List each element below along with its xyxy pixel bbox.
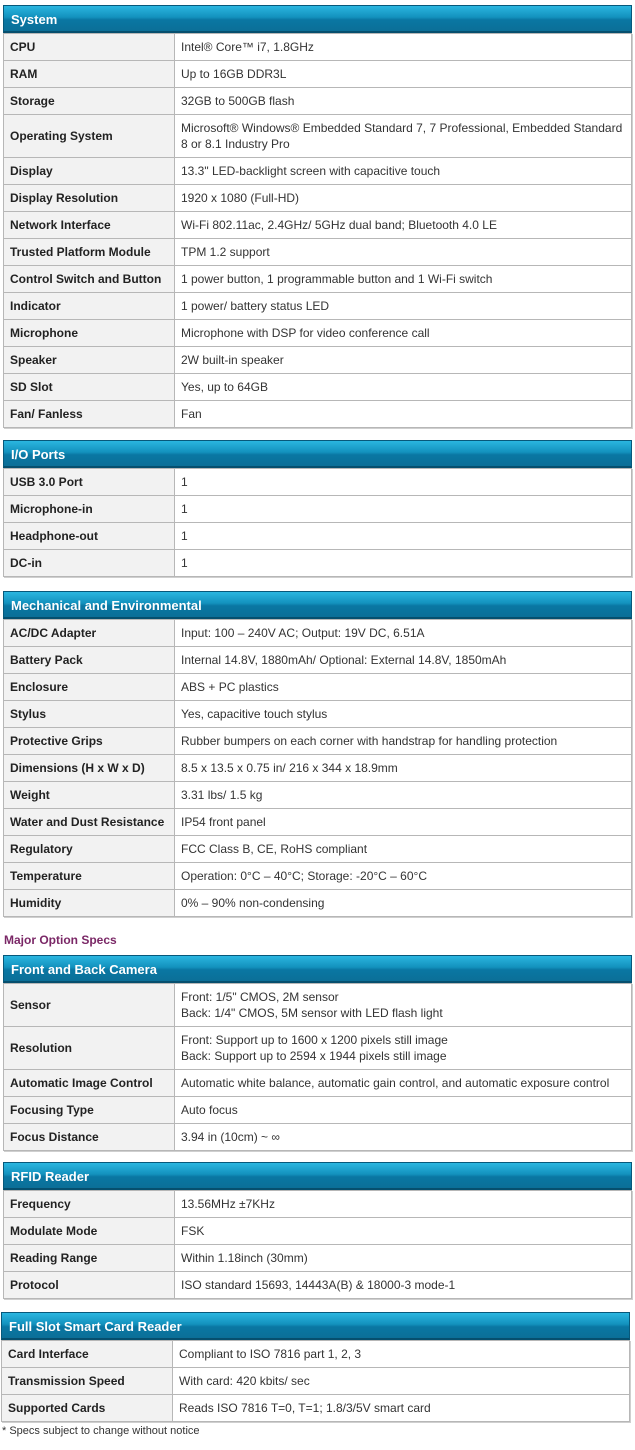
io-ports-table bbox=[3, 468, 632, 577]
spec-label: Frequency bbox=[4, 1191, 175, 1218]
spec-value: ISO standard 15693, 14443A(B) & 18000-3 mode-1 bbox=[175, 1272, 632, 1299]
table-row bbox=[4, 239, 632, 266]
spec-label: Automatic Image Control bbox=[4, 1070, 175, 1097]
spec-value: Within 1.18inch (30mm) bbox=[175, 1245, 632, 1272]
table-row bbox=[4, 115, 632, 158]
table-row bbox=[4, 1272, 632, 1299]
mechanical-section bbox=[3, 591, 632, 917]
spec-label: Transmission Speed bbox=[2, 1368, 173, 1395]
spec-value: 1 bbox=[175, 523, 632, 550]
spec-label: Sensor bbox=[4, 984, 175, 1027]
spec-value: 1 power/ battery status LED bbox=[175, 293, 632, 320]
spec-value: 1920 x 1080 (Full-HD) bbox=[175, 185, 632, 212]
table-row bbox=[2, 1368, 630, 1395]
table-row bbox=[4, 496, 632, 523]
spec-label: Regulatory bbox=[4, 836, 175, 863]
table-row bbox=[4, 620, 632, 647]
table-row bbox=[4, 61, 632, 88]
table-row bbox=[4, 1245, 632, 1272]
table-row bbox=[2, 1395, 630, 1422]
spec-label: Display bbox=[4, 158, 175, 185]
spec-value: FCC Class B, CE, RoHS compliant bbox=[175, 836, 632, 863]
spec-label: Headphone-out bbox=[4, 523, 175, 550]
table-row bbox=[4, 1191, 632, 1218]
spec-label: Modulate Mode bbox=[4, 1218, 175, 1245]
table-row bbox=[4, 469, 632, 496]
table-row bbox=[4, 984, 632, 1027]
spec-label: DC-in bbox=[4, 550, 175, 577]
table-row bbox=[4, 550, 632, 577]
rfid-header: RFID Reader bbox=[3, 1162, 632, 1190]
specs-footnote: * Specs subject to change without notice bbox=[2, 1425, 200, 1437]
table-row bbox=[4, 836, 632, 863]
spec-label: SD Slot bbox=[4, 374, 175, 401]
smartcard-header: Full Slot Smart Card Reader bbox=[1, 1312, 630, 1340]
spec-label: Stylus bbox=[4, 701, 175, 728]
spec-value: Internal 14.8V, 1880mAh/ Optional: External 14.8V, 1850mAh bbox=[175, 647, 632, 674]
table-row bbox=[4, 1097, 632, 1124]
table-row bbox=[4, 647, 632, 674]
spec-label: Temperature bbox=[4, 863, 175, 890]
spec-label: Control Switch and Button bbox=[4, 266, 175, 293]
table-row bbox=[4, 293, 632, 320]
system-header: System bbox=[3, 5, 632, 33]
mechanical-header: Mechanical and Environmental bbox=[3, 591, 632, 619]
spec-label: Microphone-in bbox=[4, 496, 175, 523]
table-row bbox=[4, 782, 632, 809]
spec-value: With card: 420 kbits/ sec bbox=[173, 1368, 630, 1395]
spec-label: Network Interface bbox=[4, 212, 175, 239]
rfid-table bbox=[3, 1190, 632, 1299]
camera-table bbox=[3, 983, 632, 1151]
table-row bbox=[4, 1218, 632, 1245]
spec-value: Fan bbox=[175, 401, 632, 428]
io-ports-header: I/O Ports bbox=[3, 440, 632, 468]
spec-label: Resolution bbox=[4, 1027, 175, 1070]
spec-label: Focusing Type bbox=[4, 1097, 175, 1124]
table-row bbox=[4, 374, 632, 401]
spec-label: RAM bbox=[4, 61, 175, 88]
table-row bbox=[4, 890, 632, 917]
spec-value: IP54 front panel bbox=[175, 809, 632, 836]
system-section bbox=[3, 5, 632, 428]
spec-label: AC/DC Adapter bbox=[4, 620, 175, 647]
table-row bbox=[4, 401, 632, 428]
spec-label: Reading Range bbox=[4, 1245, 175, 1272]
spec-label: Focus Distance bbox=[4, 1124, 175, 1151]
table-row bbox=[2, 1341, 630, 1368]
mechanical-table bbox=[3, 619, 632, 917]
spec-label: CPU bbox=[4, 34, 175, 61]
camera-header: Front and Back Camera bbox=[3, 955, 632, 983]
rfid-section bbox=[3, 1162, 632, 1299]
spec-label: Indicator bbox=[4, 293, 175, 320]
spec-label: Trusted Platform Module bbox=[4, 239, 175, 266]
spec-value: Microsoft® Windows® Embedded Standard 7, 7 Professional, Embedded Standard 8 or 8.1 Industry Pro bbox=[175, 115, 632, 158]
table-row bbox=[4, 34, 632, 61]
spec-value: Operation: 0°C – 40°C; Storage: -20°C – 60°C bbox=[175, 863, 632, 890]
spec-value: Reads ISO 7816 T=0, T=1; 1.8/3/5V smart card bbox=[173, 1395, 630, 1422]
spec-value: Up to 16GB DDR3L bbox=[175, 61, 632, 88]
spec-value: 0% – 90% non-condensing bbox=[175, 890, 632, 917]
table-row bbox=[4, 755, 632, 782]
spec-value: 1 power button, 1 programmable button and 1 Wi-Fi switch bbox=[175, 266, 632, 293]
spec-value: 8.5 x 13.5 x 0.75 in/ 216 x 344 x 18.9mm bbox=[175, 755, 632, 782]
spec-label: Protective Grips bbox=[4, 728, 175, 755]
table-row bbox=[4, 320, 632, 347]
spec-value: Wi-Fi 802.11ac, 2.4GHz/ 5GHz dual band; Bluetooth 4.0 LE bbox=[175, 212, 632, 239]
table-row bbox=[4, 1124, 632, 1151]
camera-section bbox=[3, 955, 632, 1151]
table-row bbox=[4, 347, 632, 374]
spec-value: Automatic white balance, automatic gain control, and automatic exposure control bbox=[175, 1070, 632, 1097]
table-row bbox=[4, 863, 632, 890]
spec-value: 1 bbox=[175, 469, 632, 496]
spec-label: Storage bbox=[4, 88, 175, 115]
spec-label: Supported Cards bbox=[2, 1395, 173, 1422]
spec-label: Fan/ Fanless bbox=[4, 401, 175, 428]
spec-value: 13.3" LED-backlight screen with capacitive touch bbox=[175, 158, 632, 185]
spec-label: Display Resolution bbox=[4, 185, 175, 212]
system-table bbox=[3, 33, 632, 428]
table-row bbox=[4, 1027, 632, 1070]
table-row bbox=[4, 1070, 632, 1097]
table-row bbox=[4, 266, 632, 293]
table-row bbox=[4, 674, 632, 701]
spec-value-line: Front: Support up to 1600 x 1200 pixels still image bbox=[181, 1033, 448, 1047]
spec-value: 3.31 lbs/ 1.5 kg bbox=[175, 782, 632, 809]
spec-label: Water and Dust Resistance bbox=[4, 809, 175, 836]
spec-value-line: Back: Support up to 2594 x 1944 pixels still image bbox=[181, 1049, 447, 1063]
table-row bbox=[4, 185, 632, 212]
spec-value-line: Front: 1/5" CMOS, 2M sensor bbox=[181, 990, 339, 1004]
spec-value: Auto focus bbox=[175, 1097, 632, 1124]
spec-label: Humidity bbox=[4, 890, 175, 917]
spec-label: Enclosure bbox=[4, 674, 175, 701]
table-row bbox=[4, 88, 632, 115]
spec-value: Microphone with DSP for video conference call bbox=[175, 320, 632, 347]
spec-value: FSK bbox=[175, 1218, 632, 1245]
table-row bbox=[4, 158, 632, 185]
io-ports-section bbox=[3, 440, 632, 577]
spec-label: Operating System bbox=[4, 115, 175, 158]
spec-label: Card Interface bbox=[2, 1341, 173, 1368]
spec-label: Microphone bbox=[4, 320, 175, 347]
major-option-title: Major Option Specs bbox=[4, 933, 117, 947]
spec-value: 1 bbox=[175, 550, 632, 577]
spec-label: USB 3.0 Port bbox=[4, 469, 175, 496]
spec-value: 32GB to 500GB flash bbox=[175, 88, 632, 115]
table-row bbox=[4, 212, 632, 239]
spec-label: Protocol bbox=[4, 1272, 175, 1299]
spec-value: Intel® Core™ i7, 1.8GHz bbox=[175, 34, 632, 61]
spec-value: 13.56MHz ±7KHz bbox=[175, 1191, 632, 1218]
smartcard-section bbox=[1, 1312, 630, 1422]
spec-value: TPM 1.2 support bbox=[175, 239, 632, 266]
spec-value: ABS + PC plastics bbox=[175, 674, 632, 701]
table-row bbox=[4, 809, 632, 836]
spec-value: Yes, up to 64GB bbox=[175, 374, 632, 401]
spec-value: 2W built-in speaker bbox=[175, 347, 632, 374]
table-row bbox=[4, 728, 632, 755]
table-row bbox=[4, 701, 632, 728]
spec-value: 1 bbox=[175, 496, 632, 523]
spec-label: Dimensions (H x W x D) bbox=[4, 755, 175, 782]
table-row bbox=[4, 523, 632, 550]
spec-value: Yes, capacitive touch stylus bbox=[175, 701, 632, 728]
spec-label: Weight bbox=[4, 782, 175, 809]
spec-value bbox=[175, 1027, 632, 1070]
spec-value-line: Back: 1/4" CMOS, 5M sensor with LED flash light bbox=[181, 1006, 443, 1020]
spec-value bbox=[175, 984, 632, 1027]
spec-value: 3.94 in (10cm) ~ ∞ bbox=[175, 1124, 632, 1151]
smartcard-table bbox=[1, 1340, 630, 1422]
spec-label: Battery Pack bbox=[4, 647, 175, 674]
spec-value: Rubber bumpers on each corner with handstrap for handling protection bbox=[175, 728, 632, 755]
spec-value: Input: 100 – 240V AC; Output: 19V DC, 6.51A bbox=[175, 620, 632, 647]
spec-value: Compliant to ISO 7816 part 1, 2, 3 bbox=[173, 1341, 630, 1368]
spec-label: Speaker bbox=[4, 347, 175, 374]
